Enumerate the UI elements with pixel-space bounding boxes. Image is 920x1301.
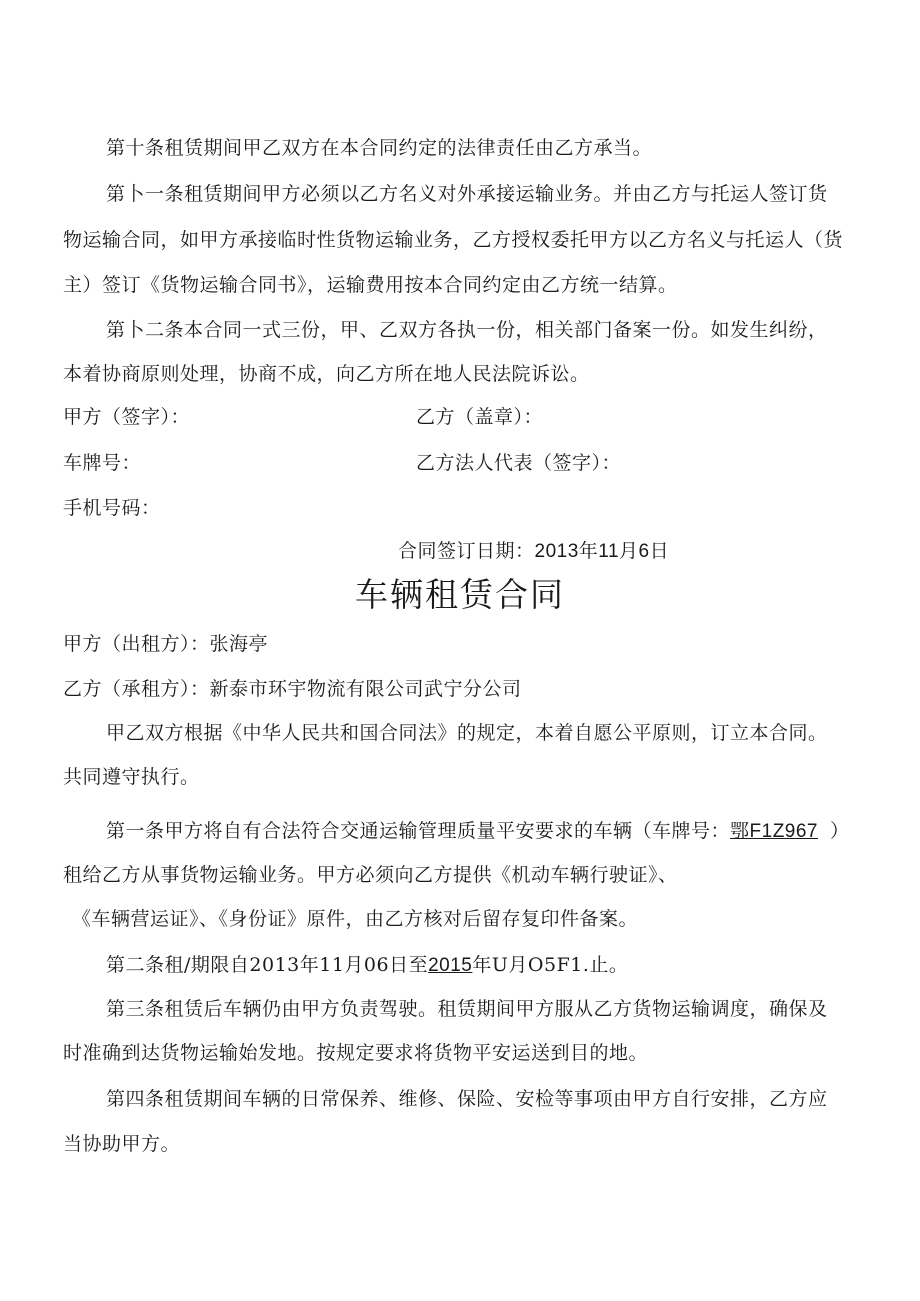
article-3-line-2: 时准确到达货物运输始发地。按规定要求将货物平安运送到目的地。 xyxy=(63,1042,649,1064)
article-1-line-1 xyxy=(106,819,850,844)
contract-title: 车辆租赁合同 xyxy=(355,575,565,614)
plate-number-label: 车牌号： xyxy=(63,452,142,474)
party-a-lessor: 甲方（出租方）：张海亭 xyxy=(63,633,269,655)
article-2 xyxy=(106,953,628,978)
article-1-line-2: 租给乙方从事货物运输业务。甲方必须向乙方提供《机动车辆行驶证》、 xyxy=(63,864,678,886)
article-10: 第十条租赁期间甲乙双方在本合同约定的法律责任由乙方承当。 xyxy=(106,137,653,159)
party-a-signature-label: 甲方（签字）： xyxy=(63,406,191,428)
article-2-text: 第二条租/期限自2013年11月06日至 xyxy=(106,954,429,976)
party-b-lessee: 乙方（承租方）：新泰市环宇物流有限公司武宁分公司 xyxy=(63,678,522,700)
article-4-line-2: 当协助甲方。 xyxy=(63,1133,181,1155)
article-1-closing-paren: ） xyxy=(830,820,850,842)
phone-number-label: 手机号码： xyxy=(63,497,161,519)
article-11-line-1: 第卜一条租赁期间甲方必须以乙方名义对外承接运输业务。并由乙方与托运人签订货 xyxy=(106,183,828,205)
article-1-line-3: 《车辆营运证》、《身份证》原件，由乙方核对后留存复印件备案。 xyxy=(72,908,639,930)
preamble-line-2: 共同遵守执行。 xyxy=(63,766,200,788)
signing-date-value: 2013年11月6日 xyxy=(534,541,670,562)
article-3-line-1: 第三条租赁后车辆仍由甲方负责驾驶。租赁期间甲方服从乙方货物运输调度，确保及 xyxy=(106,998,828,1020)
preamble-line-1: 甲乙双方根据《中华人民共和国合同法》的规定，本着自愿公平原则，订立本合同。 xyxy=(106,722,828,744)
article-2-end-date: 年U月O5F1.止。 xyxy=(472,954,629,976)
party-b-seal-label: 乙方（盖章）： xyxy=(416,406,544,428)
signing-date xyxy=(398,539,669,564)
signing-date-label: 合同签订日期： xyxy=(398,540,535,562)
article-11-line-3: 主）签订《货物运输合同书》，运输费用按本合同约定由乙方统一结算。 xyxy=(63,274,678,296)
article-2-end-year: 2015 xyxy=(428,955,473,976)
article-1-line-1-text: 第一条甲方将自有合法符合交通运输管理质量平安要求的车辆（车牌号： xyxy=(106,820,731,842)
article-4-line-1: 第四条租赁期间车辆的日常保养、维修、保险、安检等事项由甲方自行安排，乙方应 xyxy=(106,1088,828,1110)
article-12-line-2: 本着协商原则处理，协商不成，向乙方所在地人民法院诉讼。 xyxy=(63,363,590,385)
article-12-line-1: 第卜二条本合同一式三份，甲、乙双方各执一份，相关部门备案一份。如发生纠纷， xyxy=(106,319,828,341)
article-1-plate-number: 鄂F1Z967 xyxy=(730,821,818,842)
party-b-representative-label: 乙方法人代表（签字）： xyxy=(416,452,622,474)
article-11-line-2: 物运输合同，如甲方承接临时性货物运输业务，乙方授权委托甲方以乙方名义与托运人（货 xyxy=(63,229,844,251)
